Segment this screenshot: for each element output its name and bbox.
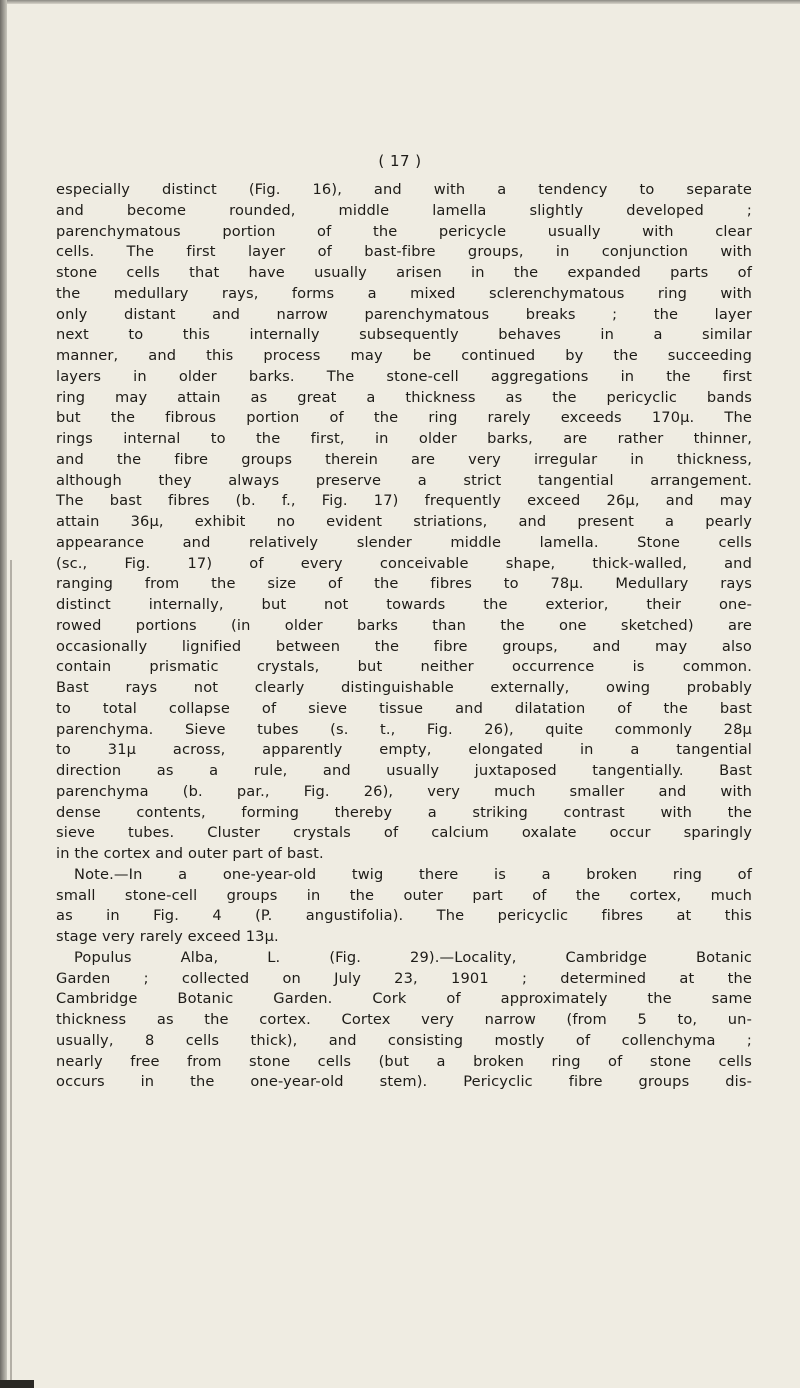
text-line: in the cortex and outer part of bast. [56,845,324,862]
text-line: ring may attain as great a thickness as the pericyclic bands [56,388,752,406]
text-line: nearly free from stone cells (but a broken ring of stone cells [56,1052,752,1070]
page-corner-mark [0,1380,34,1388]
page-number: ( 17 ) [378,152,422,170]
text-line: stone cells that have usually arisen in the expanded parts of [56,264,752,281]
text-line: next to this internally subsequently behaves in a similar [56,326,752,344]
text-line: occurs in the one-year-old stem). Pericyclic fibre groups dis- [56,1073,752,1091]
text-line: and become rounded, middle lamella slightly developed ; [56,201,752,219]
text-line: sieve tubes. Cluster crystals of calcium oxalate occur sparingly [56,824,752,842]
page-binding-shadow [10,560,12,1380]
text-line: although they always preserve a strict tangential arrangement. [56,471,752,489]
text-line: parenchymatous portion of the pericycle usually with clear [56,222,752,240]
text-line: rings internal to the first, in older barks, are rather thinner, [56,430,752,447]
text-line: manner, and this process may be continued by the succeeding [56,347,752,364]
text-line: contain prismatic crystals, but neither occurrence is common. [56,658,752,676]
text-line: The bast fibres (b. f., Fig. 17) frequently exceed 26μ, and may [56,492,752,510]
text-line: and the fibre groups therein are very irregular in thickness, [56,450,752,468]
text-line: as in Fig. 4 (P. angustifolia). The pericyclic fibres at this [56,907,752,925]
text-line: especially distinct (Fig. 16), and with a tendency to separate [56,181,752,198]
text-line: appearance and relatively slender middle lamella. Stone cells [56,533,752,551]
text-line: Bast rays not clearly distinguishable externally, owing probably [56,679,752,696]
text-line: stage very rarely exceed 13μ. [56,928,279,945]
text-line: to total collapse of sieve tissue and dilatation of the bast [56,699,752,717]
text-line: Note.—In a one-year-old twig there is a broken ring of [74,865,752,883]
text-line: direction as a rule, and usually juxtaposed tangentially. Bast [56,762,752,779]
text-line: only distant and narrow parenchymatous breaks ; the layer [56,305,752,323]
text-line: the medullary rays, forms a mixed sclerenchymatous ring with [56,284,752,302]
text-line: usually, 8 cells thick), and consisting mostly of collenchyma ; [56,1031,752,1049]
text-line: to 31μ across, apparently empty, elongated in a tangential [56,741,752,759]
text-line: distinct internally, but not towards the exterior, their one- [56,596,752,613]
text-line: rowed portions (in older barks than the one sketched) are [56,616,752,634]
page-left-edge [0,0,7,1388]
text-line: thickness as the cortex. Cortex very narrow (from 5 to, un- [56,1011,752,1028]
text-line: cells. The first layer of bast-fibre groups, in conjunction with [56,243,752,261]
text-line: parenchyma. Sieve tubes (s. t., Fig. 26), quite commonly 28μ [56,720,752,738]
text-line: attain 36μ, exhibit no evident striations, and present a pearly [56,513,752,530]
text-line: Populus Alba, L. (Fig. 29).—Locality, Cambridge Botanic [74,948,752,966]
text-line: dense contents, forming thereby a striking contrast with the [56,803,752,821]
text-line: parenchyma (b. par., Fig. 26), very much smaller and with [56,782,752,800]
body-text [56,180,752,1093]
text-line: Cambridge Botanic Garden. Cork of approximately the same [56,990,752,1008]
page-top-edge [0,0,800,4]
text-line: layers in older barks. The stone-cell aggregations in the first [56,367,752,385]
text-line: ranging from the size of the fibres to 78μ. Medullary rays [56,575,752,593]
text-line: occasionally lignified between the fibre groups, and may also [56,637,752,655]
text-line: (sc., Fig. 17) of every conceivable shape, thick-walled, and [56,554,752,572]
text-line: but the fibrous portion of the ring rarely exceeds 170μ. The [56,409,752,427]
text-line: Garden ; collected on July 23, 1901 ; determined at the [56,969,752,987]
text-line: small stone-cell groups in the outer part of the cortex, much [56,886,752,904]
